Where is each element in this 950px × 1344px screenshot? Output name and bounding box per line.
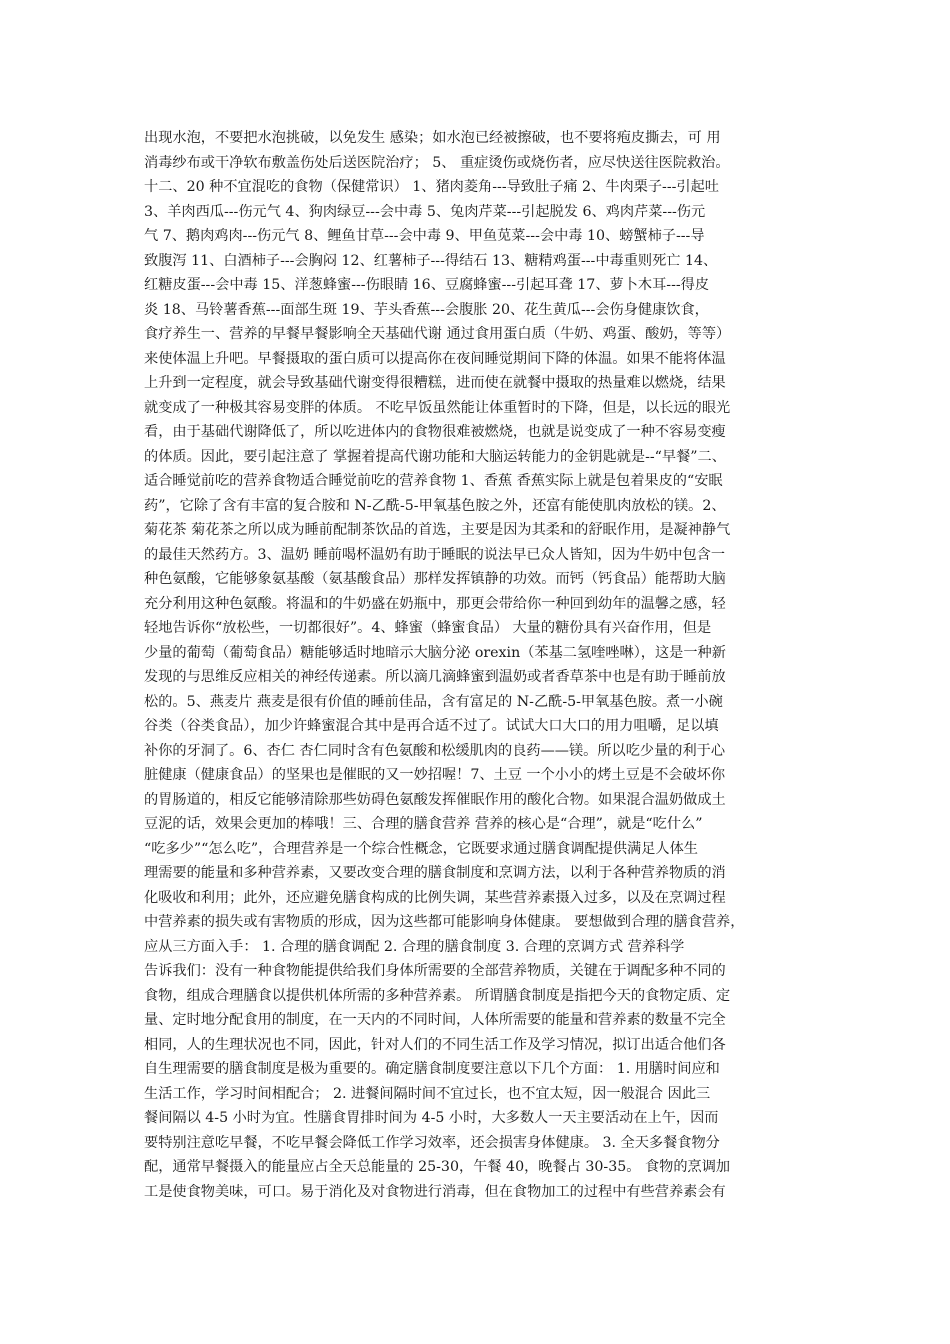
- text-line: 告诉我们：没有一种食物能提供给我们身体所需要的全部营养物质，关键在于调配多种不同的: [144, 963, 726, 979]
- text-line: “吃多少”“怎么吃”，合理营养是一个综合性概念，它既要求通过膳食调配提供满足人体生: [144, 840, 698, 857]
- text-line: 出现水泡，不要把水泡挑破，以免发生 感染；如水泡已经被擦破，也不要将疱皮撕去，可 用: [144, 130, 721, 146]
- text-line: 的胃肠道的，相反它能够清除那些妨碍色氨酸发挥催眠作用的酸化合物。如果混合温奶做成土: [144, 791, 726, 808]
- text-line: 致腹泻 11、白酒柿子---会胸闷 12、红薯柿子---得结石 13、糖精鸡蛋---中毒重则死亡 14、: [144, 252, 718, 269]
- text-line: 消毒纱布或干净软布敷盖伤处后送医院治疗； 5、 重症烫伤或烧伤者，应尽快送往医院救治。: [144, 154, 730, 171]
- text-line: 少量的葡萄（葡萄食品）糖能够适时地暗示大脑分泌 orexin（苯基二氢喹唑啉），这是一种新: [144, 644, 726, 661]
- text-line: 炎 18、马铃薯香蕉---面部生斑 19、芋头香蕉---会腹胀 20、花生黄瓜---会伤身健康饮食，: [144, 301, 709, 318]
- text-line: 工是使食物美味，可口。易于消化及对食物进行消毒，但在食物加工的过程中有些营养素会有: [144, 1183, 726, 1200]
- text-line: 来使体温上升吧。早餐摄取的蛋白质可以提高你在夜间睡觉期间下降的体温。如果不能将体温: [144, 350, 726, 367]
- text-line: 十二、20 种不宜混吃的食物（保健常识） 1、猪肉菱角---导致肚子痛 2、牛肉栗子---引起吐: [144, 179, 719, 195]
- text-line: 药”，它除了含有丰富的复合胺和 N-乙酰-5-甲氧基色胺之外，还富有能使肌肉放松的镁。2、: [144, 497, 726, 514]
- text-line: 要特别注意吃早餐，不吃早餐会降低工作学习效率，还会损害身体健康。 3. 全天多餐食物分: [144, 1134, 720, 1151]
- text-line: 自生理需要的膳食制度是极为重要的。确定膳食制度要注意以下几个方面： 1. 用膳时间应和: [144, 1061, 720, 1077]
- text-line: 就变成了一种极其容易变胖的体质。 不吃早饭虽然能让体重暂时的下降，但是，以长远的眼光: [144, 399, 731, 416]
- text-line: 脏健康（健康食品）的坚果也是催眠的又一妙招喔！7、土豆 一个小小的烤土豆是不会破坏你: [144, 767, 726, 783]
- text-line: 的体质。因此，要引起注意了 掌握着提高代谢功能和大脑运转能力的金钥匙就是--“早餐”二、: [144, 448, 726, 465]
- text-line: 菊花茶 菊花茶之所以成为睡前配制茶饮品的首选，主要是因为其柔和的舒眠作用，是凝神静气: [144, 522, 731, 538]
- text-line: 气 7、鹅肉鸡肉---伤元气 8、鲤鱼甘草---会中毒 9、甲鱼苋菜---会中毒 10、螃蟹柿子---导: [144, 228, 705, 244]
- text-line: 的最佳天然药方。3、温奶 睡前喝杯温奶有助于睡眠的说法早已众人皆知，因为牛奶中包含一: [144, 546, 726, 563]
- text-line: 生活工作，学习时间相配合； 2. 进餐间隔时间不宜过长，也不宜太短，因一般混合 因此三: [144, 1085, 711, 1102]
- text-line: 餐间隔以 4-5 小时为宜。性膳食胃排时间为 4-5 小时，大多数人一天主要活动在上午，因而: [144, 1110, 719, 1126]
- text-line: 食物，组成合理膳食以提供机体所需的多种营养素。 所谓膳食制度是指把今天的食物定质、定: [144, 987, 731, 1004]
- text-line: 食疗养生一、营养的早餐早餐影响全天基础代谢 通过食用蛋白质（牛奶、鸡蛋、酸奶，等等）: [144, 326, 731, 342]
- text-line: 红糖皮蛋---会中毒 15、洋葱蜂蜜---伤眼睛 16、豆腐蜂蜜---引起耳聋 17、萝卜木耳---得皮: [144, 277, 710, 293]
- text-line: 相同，人的生理状况也不同，因此，针对人们的不同生活工作及学习情况，拟订出适合他们各: [144, 1036, 726, 1053]
- text-line: 轻地告诉你“放松些，一切都很好”。4、蜂蜜（蜂蜜食品） 大量的糖份具有兴奋作用，但是: [144, 620, 712, 636]
- text-line: 种色氨酸，它能够象氨基酸（氨基酸食品）那样发挥镇静的功效。而钙（钙食品）能帮助大脑: [144, 571, 726, 587]
- text-line: 中营养素的损失或有害物质的形成，因为这些都可能影响身体健康。 要想做到合理的膳食营养，: [144, 914, 745, 930]
- body-text: [144, 126, 820, 1204]
- text-line: 豆泥的话，效果会更加的棒哦！三、合理的膳食营养 营养的核心是“合理”，就是“吃什么”: [144, 816, 703, 832]
- text-line: 理需要的能量和多种营养素，又要改变合理的膳食制度和烹调方法，以利于各种营养物质的消: [144, 865, 726, 881]
- text-line: 3、羊肉西瓜---伤元气 4、狗肉绿豆---会中毒 5、兔肉芹菜---引起脱发 6、鸡肉芹菜---伤元: [144, 203, 706, 220]
- text-line: 配，通常早餐摄入的能量应占全天总能量的 25-30，午餐 40，晚餐占 30-35。 食物的烹调加: [144, 1159, 731, 1175]
- text-line: 应从三方面入手： 1. 合理的膳食调配 2. 合理的膳食制度 3. 合理的烹调方式 营养科学: [144, 938, 685, 955]
- text-line: 看，由于基础代谢降低了，所以吃进体内的食物很难被燃烧，也就是说变成了一种不容易变瘦: [144, 424, 726, 440]
- text-line: 充分利用这种色氨酸。将温和的牛奶盛在奶瓶中，那更会带给你一种回到幼年的温馨之感，轻: [144, 595, 726, 612]
- text-line: 量、定时地分配食用的制度，在一天内的不同时间，人体所需要的能量和营养素的数量不完全: [144, 1012, 726, 1028]
- text-line: 补你的牙洞了。6、杏仁 杏仁同时含有色氨酸和松缓肌肉的良药——镁。所以吃少量的利于心: [144, 742, 726, 759]
- text-line: 谷类（谷类食品），加少许蜂蜜混合其中是再合适不过了。试试大口大口的用力咀嚼，足以填: [144, 718, 719, 734]
- text-line: 化吸收和利用；此外，还应避免膳食构成的比例失调，某些营养素摄入过多，以及在烹调过程: [144, 889, 726, 906]
- text-line: 适合睡觉前吃的营养食物适合睡觉前吃的营养食物 1、香蕉 香蕉实际上就是包着果皮的“安眠: [144, 473, 723, 489]
- text-line: 上升到一定程度，就会导致基础代谢变得很糟糕，进而使在就餐中摄取的热量难以燃烧，结果: [144, 375, 726, 391]
- text-line: 发现的与思维反应相关的神经传递素。所以滴几滴蜂蜜到温奶或者香草茶中也是有助于睡前放: [144, 669, 726, 685]
- text-line: 松的。5、燕麦片 燕麦是很有价值的睡前佳品，含有富足的 N-乙酰-5-甲氧基色胺。煮一小碗: [144, 693, 723, 710]
